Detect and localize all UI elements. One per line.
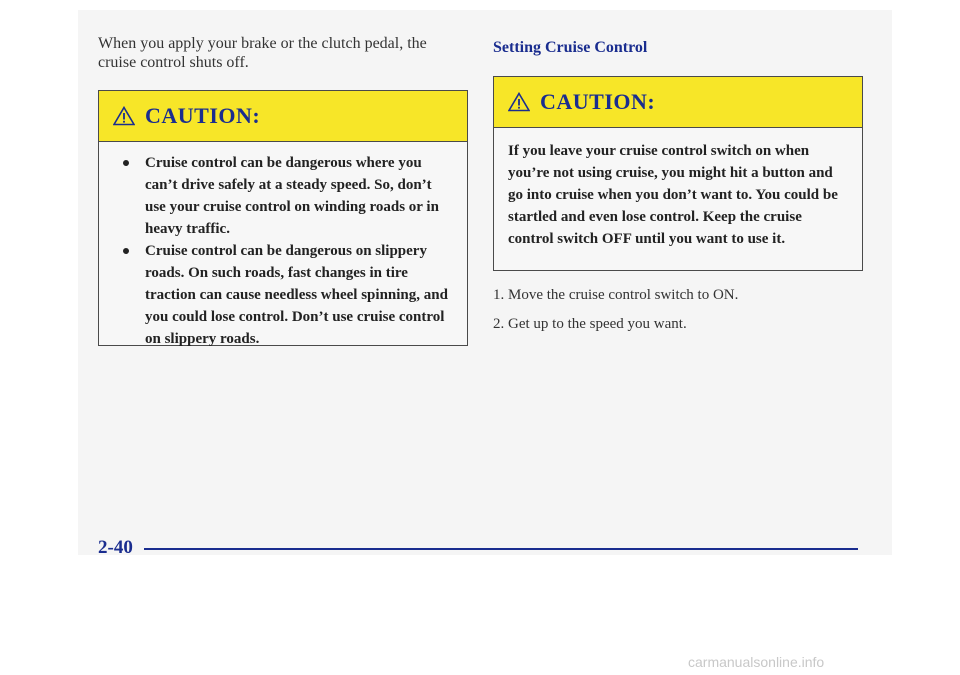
page-number: 2-40: [98, 537, 133, 558]
intro-paragraph: When you apply your brake or the clutch pedal, the cruise control shuts off.: [98, 35, 427, 71]
section-heading: Setting Cruise Control: [493, 39, 648, 56]
left-column: [98, 34, 468, 72]
warning-triangle-icon: [113, 106, 135, 126]
steps-list: [493, 284, 863, 342]
caution-body: [99, 142, 467, 350]
step-item: 2. Get up to the speed you want.: [493, 316, 687, 332]
caution-bullet: Cruise control can be dangerous where you can’t drive safely at a steady speed. So, don’t use your cruise control on winding roads or in heavy traffic.: [117, 152, 453, 240]
caution-bullet: Cruise control can be dangerous on slippery roads. On such roads, fast changes in tire traction can cause needless wheel spinning, and you could lose control. Don’t use cruise control on slippery roads.: [117, 240, 453, 350]
caution-title: CAUTION:: [145, 103, 261, 128]
warning-triangle-icon: [508, 92, 530, 112]
caution-header: [99, 91, 467, 142]
caution-text: If you leave your cruise control switch on when you’re not using cruise, you might hit a button and go into cruise when you don’t want to. You could be startled and even lose control. Keep the cruise control switch OFF until you want to use it.: [508, 143, 838, 247]
caution-bullet-list: [117, 152, 453, 350]
right-column: [493, 38, 863, 57]
caution-box-left: [98, 90, 468, 346]
caution-body: [494, 128, 862, 250]
caution-box-right: [493, 76, 863, 271]
footer-rule: [144, 548, 858, 550]
caution-title: CAUTION:: [540, 89, 656, 114]
caution-header: [494, 77, 862, 128]
watermark: carmanualsonline.info: [688, 654, 825, 670]
manual-page: [78, 10, 892, 558]
step-item: 1. Move the cruise control switch to ON.: [493, 287, 739, 303]
